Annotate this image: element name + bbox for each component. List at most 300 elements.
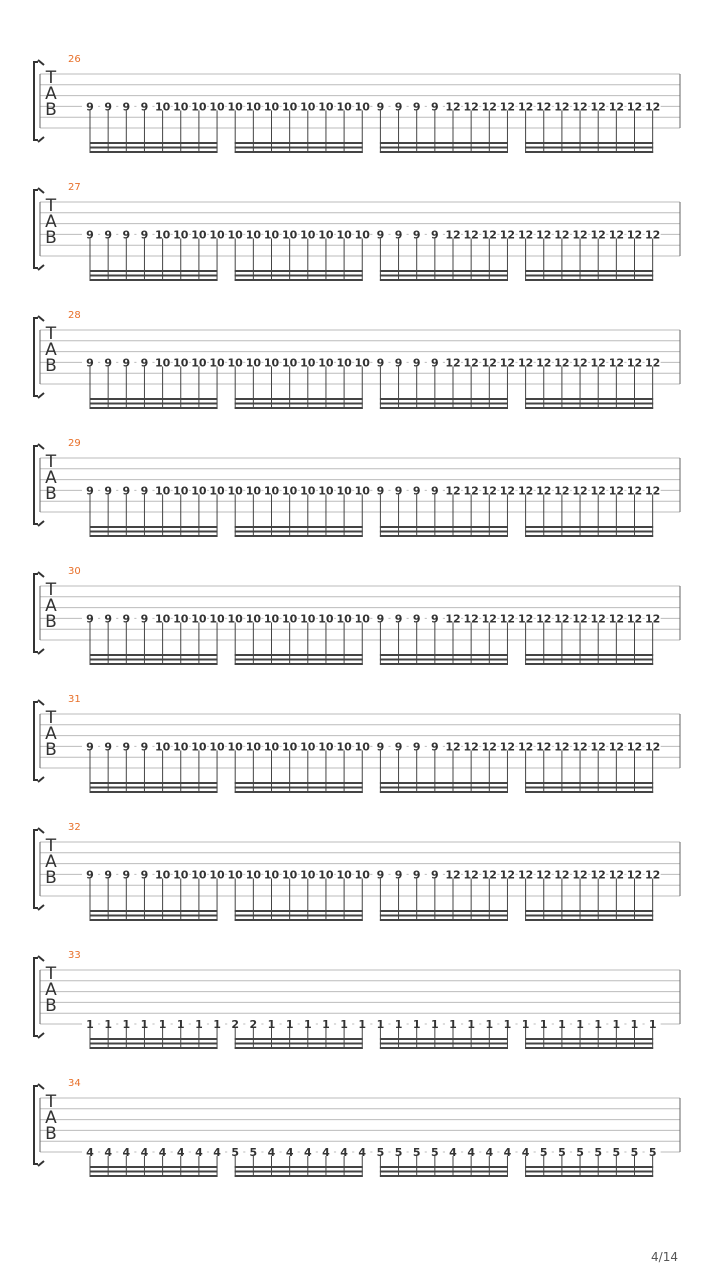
note-beam bbox=[235, 535, 363, 537]
system-bracket bbox=[34, 574, 38, 652]
fret-number: 10 bbox=[336, 228, 352, 242]
fret-number: 9 bbox=[86, 740, 94, 754]
fret-number: 10 bbox=[173, 356, 189, 370]
note-beam bbox=[380, 526, 508, 528]
fret-number: 9 bbox=[394, 868, 403, 882]
fret-number: 12 bbox=[590, 484, 606, 498]
fret-number: 1 bbox=[394, 1018, 403, 1031]
tab-clef-letter: B bbox=[45, 740, 57, 760]
fret-number: 9 bbox=[104, 228, 112, 242]
note-beam bbox=[525, 531, 653, 533]
fret-number: 10 bbox=[191, 868, 207, 882]
note-beam bbox=[90, 663, 218, 665]
fret-number: 12 bbox=[445, 228, 461, 242]
note-beam bbox=[90, 791, 218, 793]
fret-number: 12 bbox=[608, 612, 625, 626]
fret-number: 1 bbox=[267, 1018, 276, 1031]
fret-number: 12 bbox=[517, 228, 534, 242]
fret-number: 12 bbox=[517, 484, 534, 498]
tab-clef-letter: A bbox=[45, 980, 57, 1000]
fret-number: 1 bbox=[213, 1018, 221, 1031]
fret-number: 10 bbox=[209, 228, 225, 242]
fret-number: 10 bbox=[318, 100, 334, 114]
fret-number: 1 bbox=[104, 1018, 112, 1031]
fret-number: 10 bbox=[227, 228, 243, 242]
fret-number: 9 bbox=[412, 356, 421, 370]
note-beam bbox=[235, 1175, 363, 1177]
fret-number: 10 bbox=[245, 868, 262, 882]
fret-number: 5 bbox=[576, 1146, 584, 1159]
fret-number: 9 bbox=[376, 484, 385, 498]
note-beam bbox=[380, 915, 508, 917]
note-beam bbox=[525, 654, 653, 656]
fret-number: 10 bbox=[300, 612, 316, 626]
fret-number: 12 bbox=[590, 356, 606, 370]
note-beam bbox=[380, 403, 508, 405]
fret-number: 12 bbox=[626, 612, 643, 626]
fret-number: 1 bbox=[86, 1018, 94, 1031]
fret-number: 10 bbox=[300, 740, 316, 754]
fret-number: 10 bbox=[227, 868, 243, 882]
fret-number: 10 bbox=[173, 612, 189, 626]
fret-number: 10 bbox=[191, 484, 207, 498]
fret-number: 12 bbox=[590, 228, 606, 242]
fret-number: 10 bbox=[154, 484, 171, 498]
fret-number: 12 bbox=[572, 868, 588, 882]
tab-clef-letter: B bbox=[45, 356, 57, 376]
fret-number: 12 bbox=[626, 740, 643, 754]
fret-number: 9 bbox=[122, 868, 131, 882]
fret-number: 1 bbox=[195, 1018, 203, 1031]
fret-number: 9 bbox=[376, 100, 385, 114]
fret-number: 10 bbox=[227, 484, 243, 498]
note-beam bbox=[235, 275, 363, 277]
fret-number: 9 bbox=[104, 100, 112, 114]
fret-number: 12 bbox=[554, 100, 570, 114]
note-beam bbox=[90, 919, 218, 921]
note-beam bbox=[525, 782, 653, 784]
note-beam bbox=[90, 526, 218, 528]
fret-number: 9 bbox=[140, 100, 149, 114]
note-beam bbox=[525, 151, 653, 153]
fret-number: 9 bbox=[86, 484, 94, 498]
tab-clef-letter: B bbox=[45, 612, 57, 632]
fret-number: 4 bbox=[158, 1146, 167, 1159]
fret-number: 9 bbox=[140, 868, 149, 882]
note-beam bbox=[380, 142, 508, 144]
note-beam bbox=[90, 915, 218, 917]
fret-number: 12 bbox=[463, 484, 479, 498]
fret-number: 10 bbox=[354, 228, 370, 242]
note-beam bbox=[380, 910, 508, 912]
tab-clef-letter: T bbox=[45, 964, 57, 984]
note-beam bbox=[380, 531, 508, 533]
fret-number: 1 bbox=[648, 1018, 657, 1031]
fret-number: 10 bbox=[281, 356, 298, 370]
fret-number: 4 bbox=[521, 1146, 530, 1159]
note-beam bbox=[525, 915, 653, 917]
note-beam bbox=[90, 535, 218, 537]
note-beam bbox=[235, 403, 363, 405]
fret-number: 12 bbox=[554, 356, 570, 370]
fret-number: 10 bbox=[354, 612, 370, 626]
fret-number: 12 bbox=[608, 484, 625, 498]
fret-number: 10 bbox=[173, 484, 189, 498]
note-beam bbox=[525, 526, 653, 528]
fret-number: 1 bbox=[630, 1018, 639, 1031]
fret-number: 5 bbox=[558, 1146, 566, 1159]
fret-number: 10 bbox=[245, 612, 262, 626]
tab-clef-letter: T bbox=[45, 708, 57, 728]
note-beam bbox=[380, 275, 508, 277]
fret-number: 4 bbox=[176, 1146, 185, 1159]
fret-number: 10 bbox=[209, 740, 225, 754]
note-beam bbox=[90, 1047, 218, 1049]
measure-number: 31 bbox=[68, 694, 81, 705]
fret-number: 1 bbox=[612, 1018, 621, 1031]
fret-number: 9 bbox=[431, 484, 439, 498]
fret-number: 1 bbox=[503, 1018, 512, 1031]
measure-number: 30 bbox=[68, 566, 81, 577]
note-beam bbox=[380, 1047, 508, 1049]
fret-number: 9 bbox=[104, 868, 112, 882]
measure-number: 26 bbox=[68, 54, 81, 65]
note-beam bbox=[235, 1171, 363, 1173]
fret-number: 12 bbox=[445, 740, 461, 754]
measure-number: 34 bbox=[68, 1078, 81, 1089]
tab-clef-letter: A bbox=[45, 596, 57, 616]
note-beam bbox=[235, 142, 363, 144]
note-beam bbox=[235, 1043, 363, 1045]
fret-number: 10 bbox=[281, 484, 298, 498]
page-number: 4/14 bbox=[651, 1250, 678, 1264]
fret-number: 12 bbox=[644, 356, 661, 370]
fret-number: 12 bbox=[499, 868, 516, 882]
fret-number: 12 bbox=[626, 868, 643, 882]
fret-number: 12 bbox=[536, 612, 552, 626]
fret-number: 10 bbox=[154, 356, 171, 370]
fret-number: 12 bbox=[626, 228, 643, 242]
fret-number: 10 bbox=[354, 100, 370, 114]
tab-clef-letter: T bbox=[45, 68, 57, 88]
fret-number: 2 bbox=[231, 1018, 240, 1031]
fret-number: 4 bbox=[503, 1146, 512, 1159]
fret-number: 10 bbox=[336, 484, 352, 498]
fret-number: 4 bbox=[467, 1146, 475, 1159]
fret-number: 9 bbox=[122, 100, 131, 114]
fret-number: 9 bbox=[86, 868, 94, 882]
note-beam bbox=[380, 659, 508, 661]
fret-number: 12 bbox=[481, 868, 497, 882]
fret-number: 9 bbox=[140, 612, 149, 626]
note-beam bbox=[90, 275, 218, 277]
fret-number: 10 bbox=[263, 868, 280, 882]
fret-number: 10 bbox=[318, 484, 334, 498]
fret-number: 9 bbox=[104, 740, 112, 754]
note-beam bbox=[525, 1038, 653, 1040]
fret-number: 10 bbox=[336, 740, 352, 754]
fret-number: 4 bbox=[340, 1146, 348, 1159]
fret-number: 9 bbox=[394, 740, 403, 754]
note-beam bbox=[380, 398, 508, 400]
tab-clef-letter: T bbox=[45, 836, 57, 856]
fret-number: 12 bbox=[572, 356, 588, 370]
fret-number: 12 bbox=[463, 100, 479, 114]
fret-number: 9 bbox=[104, 356, 112, 370]
fret-number: 9 bbox=[412, 740, 421, 754]
system-bracket bbox=[34, 1086, 38, 1164]
tab-clef-letter: B bbox=[45, 1124, 57, 1144]
fret-number: 12 bbox=[481, 740, 497, 754]
tab-clef-letter: B bbox=[45, 868, 57, 888]
fret-number: 1 bbox=[358, 1018, 367, 1031]
note-beam bbox=[90, 654, 218, 656]
fret-number: 4 bbox=[86, 1146, 94, 1159]
note-beam bbox=[525, 398, 653, 400]
fret-number: 10 bbox=[281, 612, 298, 626]
fret-number: 10 bbox=[318, 868, 334, 882]
bracket-tip bbox=[38, 521, 44, 526]
fret-number: 10 bbox=[281, 100, 298, 114]
note-beam bbox=[525, 1166, 653, 1168]
fret-number: 12 bbox=[608, 100, 625, 114]
tab-clef-letter: A bbox=[45, 1108, 57, 1128]
fret-number: 12 bbox=[463, 740, 479, 754]
note-beam bbox=[235, 151, 363, 153]
note-beam bbox=[235, 147, 363, 149]
fret-number: 9 bbox=[122, 484, 131, 498]
fret-number: 12 bbox=[445, 484, 461, 498]
fret-number: 12 bbox=[499, 612, 516, 626]
fret-number: 12 bbox=[499, 356, 516, 370]
tab-clef-letter: T bbox=[45, 196, 57, 216]
fret-number: 10 bbox=[191, 228, 207, 242]
note-beam bbox=[235, 1047, 363, 1049]
fret-number: 12 bbox=[481, 484, 497, 498]
fret-number: 12 bbox=[499, 228, 516, 242]
tab-clef-letter: T bbox=[45, 324, 57, 344]
fret-number: 5 bbox=[431, 1146, 439, 1159]
fret-number: 10 bbox=[318, 228, 334, 242]
measure-number: 33 bbox=[68, 950, 81, 961]
fret-number: 10 bbox=[209, 612, 225, 626]
note-beam bbox=[235, 1166, 363, 1168]
note-beam bbox=[525, 407, 653, 409]
fret-number: 10 bbox=[300, 228, 316, 242]
fret-number: 9 bbox=[376, 868, 385, 882]
fret-number: 10 bbox=[245, 484, 262, 498]
note-beam bbox=[525, 1047, 653, 1049]
fret-number: 10 bbox=[227, 740, 243, 754]
fret-number: 4 bbox=[140, 1146, 149, 1159]
bracket-tip bbox=[38, 1033, 44, 1038]
note-beam bbox=[235, 654, 363, 656]
bracket-tip bbox=[38, 137, 44, 142]
fret-number: 9 bbox=[122, 228, 131, 242]
note-beam bbox=[90, 279, 218, 281]
fret-number: 5 bbox=[648, 1146, 657, 1159]
fret-number: 4 bbox=[285, 1146, 294, 1159]
tab-clef-letter: B bbox=[45, 996, 57, 1016]
system-bracket bbox=[34, 958, 38, 1036]
fret-number: 12 bbox=[481, 228, 497, 242]
fret-number: 5 bbox=[539, 1146, 548, 1159]
fret-number: 12 bbox=[499, 100, 516, 114]
fret-number: 5 bbox=[231, 1146, 240, 1159]
note-beam bbox=[90, 910, 218, 912]
fret-number: 12 bbox=[626, 484, 643, 498]
fret-number: 12 bbox=[517, 356, 534, 370]
fret-number: 12 bbox=[517, 100, 534, 114]
fret-number: 10 bbox=[354, 740, 370, 754]
fret-number: 10 bbox=[154, 228, 171, 242]
fret-number: 10 bbox=[281, 868, 298, 882]
fret-number: 4 bbox=[122, 1146, 131, 1159]
note-beam bbox=[90, 1038, 218, 1040]
fret-number: 9 bbox=[394, 100, 403, 114]
fret-number: 9 bbox=[140, 356, 149, 370]
bracket-tip bbox=[38, 265, 44, 270]
note-beam bbox=[380, 663, 508, 665]
fret-number: 4 bbox=[195, 1146, 203, 1159]
fret-number: 12 bbox=[644, 868, 661, 882]
fret-number: 10 bbox=[173, 228, 189, 242]
fret-number: 12 bbox=[554, 484, 570, 498]
fret-number: 10 bbox=[263, 740, 280, 754]
note-beam bbox=[90, 1171, 218, 1173]
fret-number: 9 bbox=[376, 612, 385, 626]
bracket-tip bbox=[38, 572, 44, 577]
fret-number: 12 bbox=[554, 228, 570, 242]
bracket-tip bbox=[38, 393, 44, 398]
tab-clef-letter: A bbox=[45, 212, 57, 232]
note-beam bbox=[235, 270, 363, 272]
tab-clef-letter: T bbox=[45, 1092, 57, 1112]
fret-number: 9 bbox=[140, 228, 149, 242]
tab-clef-letter: A bbox=[45, 724, 57, 744]
bracket-tip bbox=[38, 649, 44, 654]
fret-number: 1 bbox=[285, 1018, 294, 1031]
fret-number: 10 bbox=[354, 868, 370, 882]
note-beam bbox=[90, 142, 218, 144]
fret-number: 9 bbox=[412, 612, 421, 626]
fret-number: 12 bbox=[554, 740, 570, 754]
fret-number: 5 bbox=[612, 1146, 621, 1159]
fret-number: 12 bbox=[608, 868, 625, 882]
note-beam bbox=[90, 787, 218, 789]
fret-number: 10 bbox=[154, 612, 171, 626]
note-beam bbox=[90, 151, 218, 153]
fret-number: 12 bbox=[608, 356, 625, 370]
note-beam bbox=[235, 531, 363, 533]
measure-number: 32 bbox=[68, 822, 81, 833]
fret-number: 1 bbox=[158, 1018, 167, 1031]
note-beam bbox=[525, 1043, 653, 1045]
note-beam bbox=[525, 663, 653, 665]
note-beam bbox=[525, 275, 653, 277]
fret-number: 9 bbox=[86, 356, 94, 370]
fret-number: 1 bbox=[594, 1018, 603, 1031]
fret-number: 1 bbox=[576, 1018, 584, 1031]
note-beam bbox=[235, 787, 363, 789]
tab-clef-letter: A bbox=[45, 468, 57, 488]
fret-number: 1 bbox=[485, 1018, 494, 1031]
note-beam bbox=[525, 147, 653, 149]
system-bracket bbox=[34, 830, 38, 908]
fret-number: 1 bbox=[431, 1018, 439, 1031]
fret-number: 4 bbox=[303, 1146, 312, 1159]
fret-number: 5 bbox=[394, 1146, 403, 1159]
fret-number: 12 bbox=[572, 612, 588, 626]
note-beam bbox=[380, 147, 508, 149]
fret-number: 1 bbox=[176, 1018, 185, 1031]
fret-number: 10 bbox=[191, 612, 207, 626]
fret-number: 9 bbox=[412, 484, 421, 498]
note-beam bbox=[235, 915, 363, 917]
note-beam bbox=[525, 1171, 653, 1173]
note-beam bbox=[380, 654, 508, 656]
fret-number: 12 bbox=[499, 484, 516, 498]
fret-number: 12 bbox=[445, 612, 461, 626]
fret-number: 9 bbox=[122, 612, 131, 626]
bracket-tip bbox=[38, 777, 44, 782]
note-beam bbox=[90, 270, 218, 272]
fret-number: 9 bbox=[431, 356, 439, 370]
note-beam bbox=[90, 1175, 218, 1177]
fret-number: 10 bbox=[263, 484, 280, 498]
fret-number: 12 bbox=[536, 740, 552, 754]
note-beam bbox=[525, 270, 653, 272]
note-beam bbox=[90, 1043, 218, 1045]
note-beam bbox=[380, 535, 508, 537]
fret-number: 5 bbox=[594, 1146, 603, 1159]
fret-number: 5 bbox=[630, 1146, 639, 1159]
note-beam bbox=[380, 1038, 508, 1040]
fret-number: 9 bbox=[431, 100, 439, 114]
fret-number: 2 bbox=[249, 1018, 258, 1031]
fret-number: 9 bbox=[86, 612, 94, 626]
note-beam bbox=[525, 787, 653, 789]
fret-number: 12 bbox=[572, 228, 588, 242]
fret-number: 10 bbox=[173, 868, 189, 882]
fret-number: 10 bbox=[281, 228, 298, 242]
note-beam bbox=[235, 398, 363, 400]
fret-number: 4 bbox=[104, 1146, 112, 1159]
bracket-tip bbox=[38, 1084, 44, 1089]
fret-number: 12 bbox=[644, 100, 661, 114]
fret-number: 10 bbox=[281, 740, 298, 754]
bracket-tip bbox=[38, 316, 44, 321]
fret-number: 10 bbox=[318, 740, 334, 754]
fret-number: 9 bbox=[140, 740, 149, 754]
fret-number: 10 bbox=[336, 868, 352, 882]
bracket-tip bbox=[38, 60, 44, 65]
fret-number: 10 bbox=[300, 484, 316, 498]
fret-number: 9 bbox=[86, 100, 94, 114]
fret-number: 12 bbox=[572, 484, 588, 498]
fret-number: 10 bbox=[209, 484, 225, 498]
note-beam bbox=[525, 910, 653, 912]
fret-number: 1 bbox=[449, 1018, 457, 1031]
fret-number: 10 bbox=[263, 612, 280, 626]
fret-number: 10 bbox=[263, 356, 280, 370]
fret-number: 4 bbox=[322, 1146, 330, 1159]
fret-number: 1 bbox=[140, 1018, 149, 1031]
note-beam bbox=[380, 1175, 508, 1177]
fret-number: 9 bbox=[412, 228, 421, 242]
note-beam bbox=[235, 791, 363, 793]
fret-number: 10 bbox=[245, 100, 262, 114]
